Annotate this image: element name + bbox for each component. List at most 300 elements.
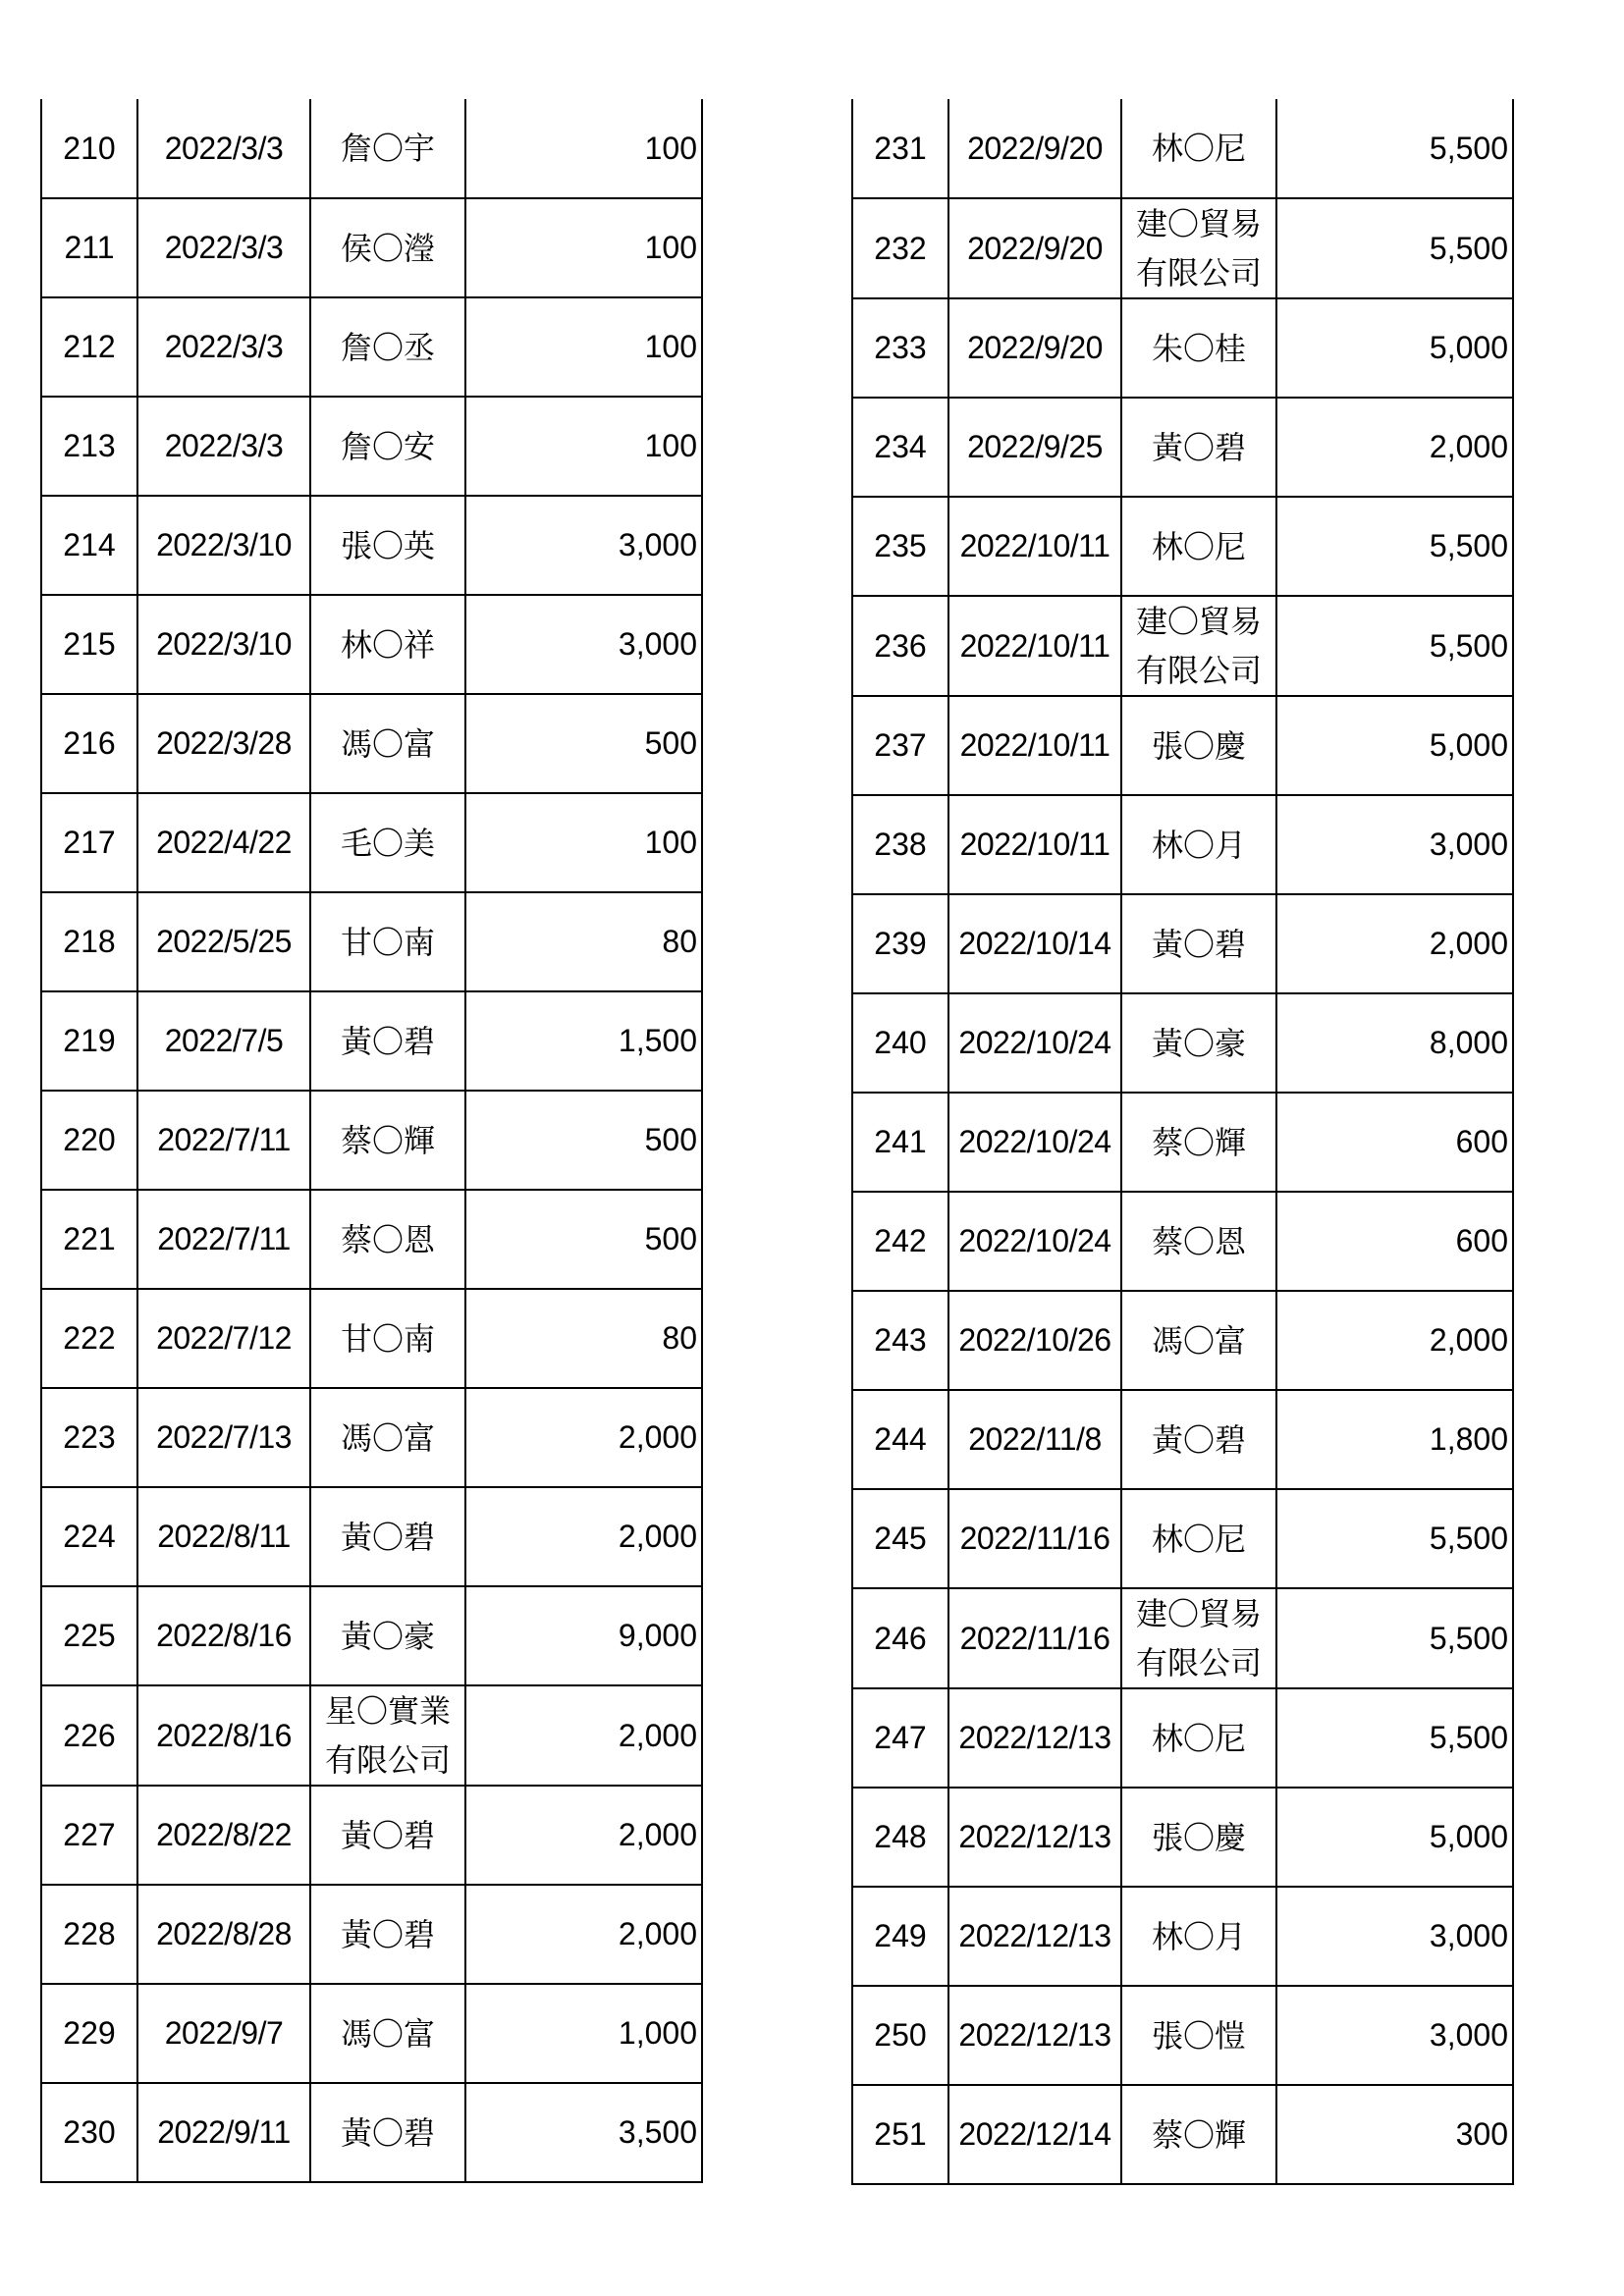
donor-name: 馮〇富 — [340, 2014, 435, 2053]
donor-name-cell — [1121, 1192, 1276, 1291]
record-number: 230 — [63, 2114, 116, 2151]
donation-date: 2022/7/5 — [164, 1023, 284, 1059]
record-number-cell — [41, 1487, 137, 1586]
table-row — [852, 1093, 1513, 1192]
donor-name-cell — [310, 496, 465, 595]
donation-date-cell — [137, 694, 310, 793]
donation-amount-cell — [1276, 1688, 1513, 1788]
record-number: 249 — [874, 1918, 927, 1954]
donation-date-cell — [948, 298, 1121, 398]
donor-name-cell — [310, 1885, 465, 1984]
donation-amount: 5,500 — [1429, 1720, 1508, 1756]
donation-amount-cell — [465, 2083, 702, 2182]
donation-date: 2022/8/11 — [157, 1519, 291, 1555]
donor-name-cell — [1121, 1688, 1276, 1788]
record-number: 211 — [64, 230, 115, 266]
donation-date-cell — [948, 1390, 1121, 1489]
donation-table-right — [851, 99, 1514, 2185]
donation-date: 2022/12/13 — [958, 2017, 1111, 2054]
table-row — [41, 1786, 702, 1885]
donor-name: 星〇實業有限公司 — [324, 1692, 451, 1779]
table-row — [852, 1192, 1513, 1291]
donation-amount-cell — [1276, 1390, 1513, 1489]
donor-name-cell — [310, 198, 465, 297]
table-row — [41, 1190, 702, 1289]
donor-name-cell — [310, 1984, 465, 2083]
donation-date: 2022/9/25 — [967, 429, 1103, 465]
record-number-cell — [41, 99, 137, 198]
table-row — [41, 1885, 702, 1984]
donation-amount-cell — [1276, 696, 1513, 795]
record-number-cell — [852, 1788, 948, 1887]
donor-name: 朱〇桂 — [1151, 329, 1246, 367]
record-number-cell — [41, 991, 137, 1091]
donor-name: 林〇祥 — [340, 625, 435, 664]
donor-name: 侯〇瀅 — [340, 229, 435, 267]
donor-name: 馮〇富 — [1151, 1321, 1246, 1360]
table-row — [41, 99, 702, 198]
donor-name: 黃〇碧 — [1151, 925, 1246, 963]
donation-amount: 100 — [644, 130, 697, 166]
donor-name-cell — [310, 397, 465, 496]
donor-name-cell — [1121, 696, 1276, 795]
donation-date: 2022/9/20 — [967, 130, 1103, 166]
record-number: 233 — [874, 330, 927, 366]
donation-amount-cell — [465, 1190, 702, 1289]
donation-amount-cell — [1276, 993, 1513, 1093]
table-row — [852, 1688, 1513, 1788]
donation-date: 2022/11/16 — [959, 1521, 1110, 1557]
donation-amount-cell — [1276, 1489, 1513, 1588]
donation-date: 2022/5/25 — [156, 924, 292, 960]
record-number-cell — [852, 894, 948, 993]
donor-name-cell — [310, 1190, 465, 1289]
record-number-cell — [41, 1786, 137, 1885]
donation-amount: 600 — [1455, 1124, 1508, 1160]
donation-amount: 500 — [644, 725, 697, 762]
donation-date: 2022/9/7 — [164, 2015, 284, 2052]
record-number: 221 — [63, 1221, 116, 1257]
record-number-cell — [41, 1388, 137, 1487]
donation-amount: 80 — [662, 1320, 697, 1357]
donor-name: 張〇慶 — [1151, 1818, 1246, 1856]
record-number-cell — [41, 1685, 137, 1786]
donor-name: 黃〇碧 — [340, 2113, 435, 2152]
donation-amount-cell — [1276, 398, 1513, 497]
record-number-cell — [852, 2085, 948, 2184]
record-number: 225 — [63, 1618, 116, 1654]
table-row — [852, 1291, 1513, 1390]
table-row — [852, 696, 1513, 795]
table-row — [41, 1487, 702, 1586]
donation-amount-cell — [465, 793, 702, 892]
record-number-cell — [852, 298, 948, 398]
table-row — [41, 1388, 702, 1487]
record-number: 213 — [63, 428, 116, 464]
record-number-cell — [852, 795, 948, 894]
donation-date: 2022/3/28 — [156, 725, 292, 762]
record-number-cell — [41, 595, 137, 694]
donation-table-left — [40, 99, 703, 2183]
donation-date-cell — [948, 1688, 1121, 1788]
donation-date-cell — [948, 993, 1121, 1093]
table-row — [852, 1887, 1513, 1986]
donor-name-cell — [1121, 1093, 1276, 1192]
donation-date-cell — [948, 596, 1121, 696]
donation-date: 2022/8/28 — [156, 1916, 292, 1952]
donation-date-cell — [137, 1289, 310, 1388]
donor-name-cell — [310, 1091, 465, 1190]
record-number: 222 — [63, 1320, 116, 1357]
donation-amount: 80 — [662, 924, 697, 960]
table-row — [41, 991, 702, 1091]
record-number-cell — [852, 1688, 948, 1788]
donor-name: 毛〇美 — [340, 824, 435, 862]
table-row — [41, 694, 702, 793]
donation-date-cell — [948, 99, 1121, 198]
donor-name: 黃〇碧 — [1151, 428, 1246, 466]
donor-name: 馮〇富 — [340, 724, 435, 763]
record-number-cell — [852, 497, 948, 596]
record-number: 227 — [63, 1817, 116, 1853]
record-number: 250 — [874, 2017, 927, 2054]
donation-date-cell — [137, 1786, 310, 1885]
donation-amount: 2,000 — [1429, 926, 1508, 962]
donation-amount-cell — [465, 1289, 702, 1388]
donation-date: 2022/8/16 — [156, 1717, 292, 1753]
record-number: 228 — [63, 1916, 116, 1952]
donor-name-cell — [1121, 298, 1276, 398]
table-row — [852, 1390, 1513, 1489]
donation-date: 2022/10/24 — [958, 1223, 1111, 1259]
record-number: 224 — [63, 1519, 116, 1555]
record-number: 216 — [63, 725, 116, 762]
donor-name: 建〇貿易有限公司 — [1135, 205, 1262, 292]
record-number: 229 — [63, 2015, 116, 2052]
record-number-cell — [852, 398, 948, 497]
record-number-cell — [41, 198, 137, 297]
donation-date-cell — [948, 1489, 1121, 1588]
donation-amount-cell — [465, 1091, 702, 1190]
table-row — [41, 496, 702, 595]
donation-amount: 3,000 — [1429, 1918, 1508, 1954]
donation-amount-cell — [1276, 99, 1513, 198]
record-number: 247 — [874, 1720, 927, 1756]
table-row — [852, 398, 1513, 497]
donation-date: 2022/3/3 — [164, 428, 284, 464]
record-number-cell — [41, 1885, 137, 1984]
donation-date-cell — [948, 1192, 1121, 1291]
donor-name: 張〇英 — [340, 526, 435, 564]
donation-amount: 3,000 — [1429, 827, 1508, 863]
donation-date-cell — [948, 795, 1121, 894]
record-number: 245 — [874, 1521, 927, 1557]
donor-name-cell — [1121, 1588, 1276, 1688]
record-number: 220 — [63, 1122, 116, 1158]
donation-date: 2022/9/11 — [157, 2114, 291, 2151]
record-number: 235 — [874, 528, 927, 564]
donor-name-cell — [310, 595, 465, 694]
donation-amount: 5,500 — [1429, 627, 1508, 664]
donation-date-cell — [948, 497, 1121, 596]
donation-amount: 500 — [644, 1122, 697, 1158]
donor-name: 林〇尼 — [1151, 1719, 1246, 1757]
donor-name: 建〇貿易有限公司 — [1135, 603, 1262, 689]
donation-date-cell — [137, 1586, 310, 1685]
record-number: 218 — [63, 924, 116, 960]
record-number: 226 — [63, 1717, 116, 1753]
donation-date: 2022/12/13 — [958, 1918, 1111, 1954]
donation-amount: 8,000 — [1429, 1025, 1508, 1061]
donation-amount: 3,500 — [618, 2114, 697, 2151]
donor-name: 黃〇碧 — [340, 1915, 435, 1953]
donation-date-cell — [137, 2083, 310, 2182]
donation-date: 2022/7/11 — [157, 1221, 291, 1257]
donor-name: 蔡〇恩 — [340, 1220, 435, 1258]
donation-amount: 2,000 — [618, 1817, 697, 1853]
record-number-cell — [852, 198, 948, 298]
donation-date: 2022/4/22 — [156, 825, 292, 861]
record-number-cell — [852, 1390, 948, 1489]
donation-amount: 9,000 — [618, 1618, 697, 1654]
table-row — [852, 2085, 1513, 2184]
donor-name-cell — [1121, 398, 1276, 497]
donation-amount: 2,000 — [1429, 429, 1508, 465]
donation-date-cell — [137, 297, 310, 397]
donor-name-cell — [310, 99, 465, 198]
donation-amount: 3,000 — [618, 626, 697, 663]
donation-date: 2022/10/11 — [959, 727, 1110, 764]
donation-amount-cell — [465, 991, 702, 1091]
record-number-cell — [41, 1190, 137, 1289]
table-row — [41, 1685, 702, 1786]
table-row — [41, 397, 702, 496]
donor-name-cell — [310, 297, 465, 397]
record-number: 244 — [874, 1421, 927, 1458]
record-number-cell — [41, 793, 137, 892]
record-number-cell — [852, 596, 948, 696]
donation-amount: 5,500 — [1429, 1521, 1508, 1557]
donor-name-cell — [310, 694, 465, 793]
donation-date: 2022/12/13 — [958, 1720, 1111, 1756]
record-number-cell — [852, 99, 948, 198]
record-number-cell — [852, 1887, 948, 1986]
record-number: 237 — [874, 727, 927, 764]
donor-name: 黃〇碧 — [340, 1022, 435, 1060]
donation-date: 2022/10/11 — [959, 528, 1110, 564]
donation-amount: 5,500 — [1429, 528, 1508, 564]
donation-amount-cell — [1276, 497, 1513, 596]
donor-name: 張〇愷 — [1151, 2016, 1246, 2055]
donation-amount-cell — [465, 297, 702, 397]
donation-date: 2022/9/20 — [967, 330, 1103, 366]
donation-date: 2022/8/16 — [156, 1618, 292, 1654]
donation-date: 2022/3/3 — [164, 329, 284, 365]
donor-name-cell — [1121, 1390, 1276, 1489]
table-row — [41, 198, 702, 297]
table-row — [41, 1984, 702, 2083]
table-row — [852, 795, 1513, 894]
donation-amount-cell — [1276, 2085, 1513, 2184]
table-row — [41, 2083, 702, 2182]
donation-date: 2022/10/11 — [959, 827, 1110, 863]
record-number: 223 — [63, 1419, 116, 1456]
donor-name-cell — [1121, 1291, 1276, 1390]
donation-amount-cell — [1276, 298, 1513, 398]
donation-amount-cell — [465, 1984, 702, 2083]
donation-date-cell — [137, 595, 310, 694]
donation-amount: 3,000 — [618, 527, 697, 563]
donor-name-cell — [310, 1586, 465, 1685]
table-row — [41, 297, 702, 397]
donation-date-cell — [948, 198, 1121, 298]
record-number-cell — [852, 1291, 948, 1390]
donor-name: 林〇尼 — [1151, 527, 1246, 565]
record-number-cell — [852, 1588, 948, 1688]
donation-amount-cell — [1276, 1588, 1513, 1688]
donor-name-cell — [310, 1786, 465, 1885]
record-number-cell — [41, 1289, 137, 1388]
donation-amount: 100 — [644, 329, 697, 365]
record-number-cell — [41, 496, 137, 595]
record-number-cell — [41, 297, 137, 397]
table-body — [852, 99, 1513, 2184]
record-number: 248 — [874, 1819, 927, 1855]
donation-date: 2022/10/24 — [958, 1025, 1111, 1061]
donor-name-cell — [1121, 596, 1276, 696]
donor-name: 詹〇丞 — [340, 328, 435, 366]
record-number: 219 — [63, 1023, 116, 1059]
donation-amount: 2,000 — [618, 1419, 697, 1456]
donor-name: 建〇貿易有限公司 — [1135, 1595, 1262, 1682]
donor-name-cell — [1121, 1887, 1276, 1986]
donation-date: 2022/3/10 — [156, 626, 292, 663]
donor-name: 黃〇碧 — [340, 1816, 435, 1854]
record-number-cell — [41, 1586, 137, 1685]
donation-date-cell — [948, 1887, 1121, 1986]
donation-amount: 5,500 — [1429, 1620, 1508, 1656]
donor-name: 甘〇南 — [340, 1319, 435, 1358]
record-number: 234 — [874, 429, 927, 465]
record-number-cell — [852, 696, 948, 795]
donation-date-cell — [137, 1190, 310, 1289]
donation-amount-cell — [465, 1786, 702, 1885]
table-body — [41, 99, 702, 2182]
record-number-cell — [41, 694, 137, 793]
donor-name: 林〇尼 — [1151, 1520, 1246, 1558]
donation-date-cell — [948, 398, 1121, 497]
donation-date-cell — [948, 1588, 1121, 1688]
donor-name-cell — [1121, 497, 1276, 596]
record-number: 215 — [63, 626, 116, 663]
donor-name-cell — [310, 1289, 465, 1388]
donor-name: 蔡〇輝 — [1151, 1123, 1246, 1161]
donor-name: 詹〇宇 — [340, 130, 435, 167]
donation-date-cell — [137, 1984, 310, 2083]
record-number: 246 — [874, 1620, 927, 1656]
table-row — [852, 1986, 1513, 2085]
record-number-cell — [41, 1091, 137, 1190]
donor-name: 林〇尼 — [1151, 130, 1246, 167]
donor-name-cell — [310, 1388, 465, 1487]
donation-amount: 5,000 — [1429, 1819, 1508, 1855]
record-number-cell — [41, 1984, 137, 2083]
donation-date: 2022/7/11 — [157, 1122, 291, 1158]
donation-date: 2022/3/3 — [164, 230, 284, 266]
record-number-cell — [41, 397, 137, 496]
donation-date: 2022/12/13 — [958, 1819, 1111, 1855]
donation-date-cell — [137, 991, 310, 1091]
donation-amount-cell — [1276, 1093, 1513, 1192]
donation-date-cell — [137, 1685, 310, 1786]
donation-amount: 100 — [644, 428, 697, 464]
donation-date-cell — [948, 894, 1121, 993]
donation-amount-cell — [465, 1885, 702, 1984]
donation-date: 2022/10/11 — [959, 627, 1110, 664]
donation-amount: 3,000 — [1429, 2017, 1508, 2054]
donor-name: 蔡〇輝 — [340, 1121, 435, 1159]
table-row — [852, 198, 1513, 298]
donation-amount: 5,500 — [1429, 130, 1508, 166]
table-row — [852, 298, 1513, 398]
donation-amount-cell — [465, 198, 702, 297]
donation-amount-cell — [1276, 1788, 1513, 1887]
donor-name: 黃〇豪 — [340, 1617, 435, 1655]
record-number: 214 — [63, 527, 116, 563]
donor-name-cell — [310, 793, 465, 892]
record-number: 231 — [874, 130, 927, 166]
donation-amount: 5,500 — [1429, 230, 1508, 266]
donation-amount-cell — [1276, 1986, 1513, 2085]
record-number-cell — [852, 1192, 948, 1291]
donation-date-cell — [137, 793, 310, 892]
donation-amount: 1,500 — [618, 1023, 697, 1059]
donation-amount-cell — [465, 496, 702, 595]
donation-amount-cell — [1276, 596, 1513, 696]
donor-name-cell — [1121, 1489, 1276, 1588]
record-number: 239 — [874, 926, 927, 962]
donation-date-cell — [137, 1091, 310, 1190]
donation-date: 2022/10/14 — [958, 926, 1111, 962]
table-row — [852, 596, 1513, 696]
donor-name: 黃〇碧 — [340, 1518, 435, 1556]
record-number: 241 — [874, 1124, 927, 1160]
donation-amount: 500 — [644, 1221, 697, 1257]
donation-amount-cell — [465, 892, 702, 991]
record-number-cell — [852, 993, 948, 1093]
donation-amount: 5,000 — [1429, 727, 1508, 764]
donation-date-cell — [137, 1885, 310, 1984]
donation-date: 2022/10/26 — [958, 1322, 1111, 1359]
table-row — [41, 595, 702, 694]
donation-date: 2022/9/20 — [967, 230, 1103, 266]
record-number: 238 — [874, 827, 927, 863]
donor-name: 張〇慶 — [1151, 726, 1246, 765]
table-row — [41, 793, 702, 892]
record-number: 217 — [63, 825, 116, 861]
donation-amount: 100 — [644, 230, 697, 266]
donation-date-cell — [137, 1487, 310, 1586]
donor-name-cell — [1121, 198, 1276, 298]
donor-name: 馮〇富 — [340, 1418, 435, 1457]
donation-amount: 5,000 — [1429, 330, 1508, 366]
donation-amount-cell — [465, 1487, 702, 1586]
donation-date-cell — [948, 1093, 1121, 1192]
donor-name-cell — [310, 892, 465, 991]
donation-date: 2022/3/3 — [164, 130, 284, 166]
donation-date-cell — [948, 1291, 1121, 1390]
table-row — [852, 99, 1513, 198]
